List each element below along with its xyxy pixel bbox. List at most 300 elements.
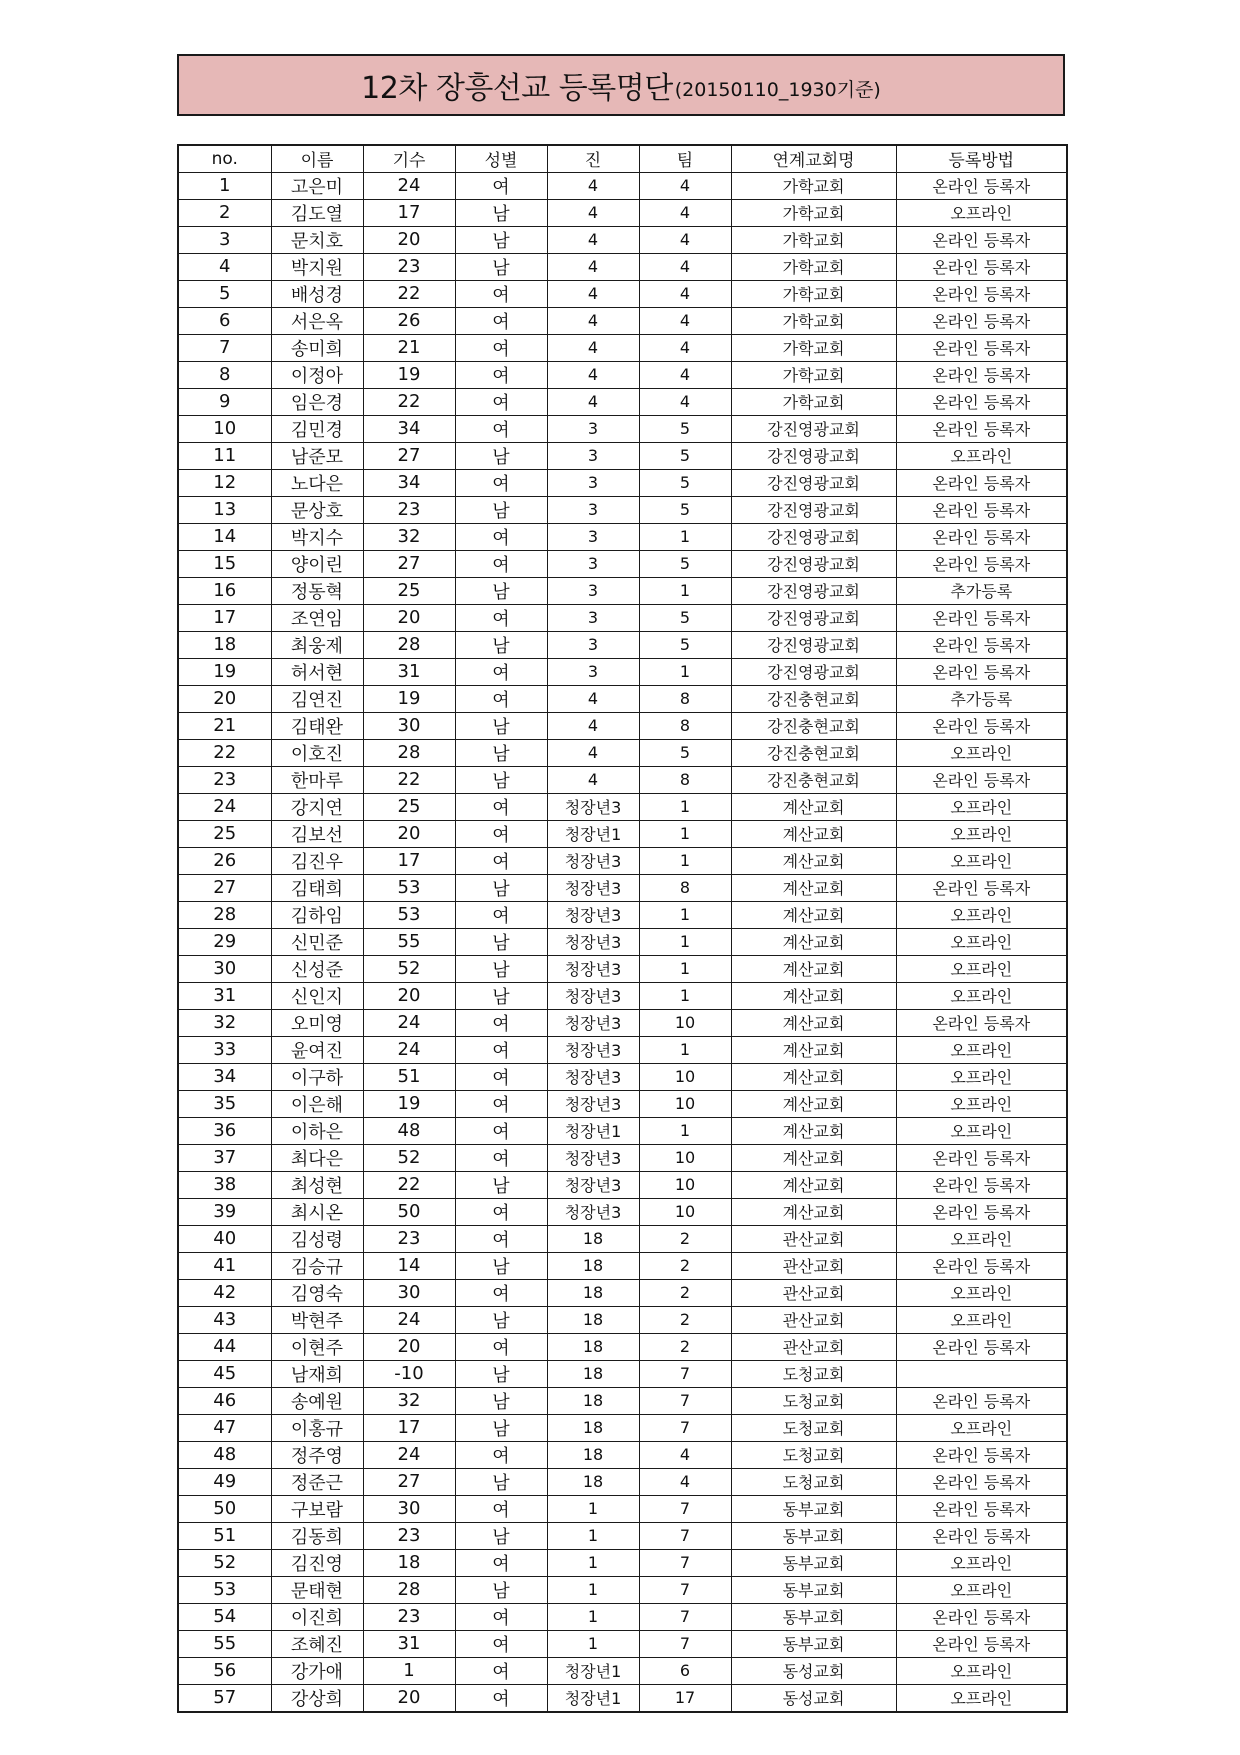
cell-method: 추가등록	[896, 577, 1067, 604]
cell-method: 오프라인	[896, 847, 1067, 874]
table-body	[178, 172, 1067, 1712]
cell-jin: 4	[547, 253, 639, 280]
cell-church: 계산교회	[731, 955, 896, 982]
cell-church: 계산교회	[731, 1198, 896, 1225]
cell-jin: 4	[547, 172, 639, 199]
cell-church: 동부교회	[731, 1549, 896, 1576]
cell-no: 20	[178, 685, 271, 712]
cell-jin: 3	[547, 523, 639, 550]
table-row	[178, 874, 1067, 901]
cell-name: 김민경	[271, 415, 363, 442]
cell-no: 35	[178, 1090, 271, 1117]
cell-sex: 남	[455, 1414, 547, 1441]
cell-jin: 1	[547, 1576, 639, 1603]
cell-method: 오프라인	[896, 982, 1067, 1009]
cell-name: 서은옥	[271, 307, 363, 334]
column-header-no: no.	[178, 145, 271, 172]
cell-sex: 여	[455, 1198, 547, 1225]
cell-church: 동부교회	[731, 1495, 896, 1522]
cell-sex: 여	[455, 1495, 547, 1522]
cell-no: 40	[178, 1225, 271, 1252]
cell-no: 10	[178, 415, 271, 442]
cell-name: 문태현	[271, 1576, 363, 1603]
cell-gisu: 31	[363, 1630, 455, 1657]
cell-method: 온라인 등록자	[896, 1252, 1067, 1279]
cell-method: 온라인 등록자	[896, 1630, 1067, 1657]
cell-name: 문상호	[271, 496, 363, 523]
table-row	[178, 1171, 1067, 1198]
table-row	[178, 1414, 1067, 1441]
cell-church: 가학교회	[731, 307, 896, 334]
cell-church: 계산교회	[731, 1063, 896, 1090]
cell-jin: 18	[547, 1252, 639, 1279]
cell-gisu: 20	[363, 1333, 455, 1360]
cell-name: 최시온	[271, 1198, 363, 1225]
cell-method: 오프라인	[896, 1036, 1067, 1063]
cell-name: 문치호	[271, 226, 363, 253]
cell-no: 48	[178, 1441, 271, 1468]
cell-jin: 1	[547, 1630, 639, 1657]
cell-name: 박지수	[271, 523, 363, 550]
cell-no: 42	[178, 1279, 271, 1306]
cell-jin: 청장년3	[547, 1144, 639, 1171]
cell-jin: 청장년1	[547, 1684, 639, 1712]
cell-sex: 여	[455, 658, 547, 685]
cell-sex: 남	[455, 874, 547, 901]
cell-method: 오프라인	[896, 928, 1067, 955]
cell-sex: 여	[455, 1441, 547, 1468]
cell-method: 온라인 등록자	[896, 172, 1067, 199]
cell-name: 김승규	[271, 1252, 363, 1279]
cell-no: 13	[178, 496, 271, 523]
table-row	[178, 442, 1067, 469]
cell-sex: 남	[455, 1360, 547, 1387]
cell-no: 43	[178, 1306, 271, 1333]
cell-method: 오프라인	[896, 739, 1067, 766]
cell-gisu: 20	[363, 1684, 455, 1712]
cell-method: 온라인 등록자	[896, 1441, 1067, 1468]
cell-name: 정주영	[271, 1441, 363, 1468]
cell-name: 남준모	[271, 442, 363, 469]
cell-church: 계산교회	[731, 1144, 896, 1171]
cell-gisu: 30	[363, 1495, 455, 1522]
cell-no: 4	[178, 253, 271, 280]
table-row	[178, 604, 1067, 631]
cell-jin: 4	[547, 361, 639, 388]
cell-jin: 3	[547, 658, 639, 685]
cell-team: 2	[639, 1333, 731, 1360]
cell-church: 계산교회	[731, 793, 896, 820]
cell-gisu: 52	[363, 955, 455, 982]
cell-jin: 4	[547, 226, 639, 253]
cell-gisu: 20	[363, 604, 455, 631]
cell-team: 4	[639, 226, 731, 253]
cell-church: 동부교회	[731, 1603, 896, 1630]
cell-gisu: 24	[363, 172, 455, 199]
cell-no: 27	[178, 874, 271, 901]
cell-name: 최웅제	[271, 631, 363, 658]
cell-name: 이구하	[271, 1063, 363, 1090]
cell-method: 온라인 등록자	[896, 1603, 1067, 1630]
cell-jin: 18	[547, 1306, 639, 1333]
cell-team: 4	[639, 388, 731, 415]
table-row	[178, 1630, 1067, 1657]
cell-church: 도청교회	[731, 1468, 896, 1495]
cell-jin: 1	[547, 1522, 639, 1549]
cell-method: 온라인 등록자	[896, 1468, 1067, 1495]
table-row	[178, 1036, 1067, 1063]
cell-method: 추가등록	[896, 685, 1067, 712]
cell-sex: 남	[455, 1468, 547, 1495]
cell-sex: 여	[455, 1225, 547, 1252]
cell-sex: 여	[455, 901, 547, 928]
cell-no: 9	[178, 388, 271, 415]
cell-sex: 남	[455, 1252, 547, 1279]
cell-team: 10	[639, 1009, 731, 1036]
cell-team: 8	[639, 712, 731, 739]
cell-church: 관산교회	[731, 1279, 896, 1306]
cell-team: 5	[639, 442, 731, 469]
cell-name: 오미영	[271, 1009, 363, 1036]
cell-church: 강진영광교회	[731, 658, 896, 685]
table-row	[178, 199, 1067, 226]
table-row	[178, 847, 1067, 874]
cell-sex: 여	[455, 280, 547, 307]
cell-no: 45	[178, 1360, 271, 1387]
cell-method: 온라인 등록자	[896, 1495, 1067, 1522]
cell-gisu: 1	[363, 1657, 455, 1684]
cell-team: 8	[639, 766, 731, 793]
cell-method: 온라인 등록자	[896, 361, 1067, 388]
cell-gisu: 48	[363, 1117, 455, 1144]
cell-jin: 청장년3	[547, 847, 639, 874]
cell-method: 온라인 등록자	[896, 1522, 1067, 1549]
cell-sex: 남	[455, 631, 547, 658]
cell-team: 7	[639, 1360, 731, 1387]
cell-no: 30	[178, 955, 271, 982]
table-row	[178, 1576, 1067, 1603]
cell-church: 강진충현교회	[731, 766, 896, 793]
cell-team: 5	[639, 469, 731, 496]
cell-sex: 여	[455, 1009, 547, 1036]
cell-jin: 3	[547, 496, 639, 523]
cell-team: 1	[639, 901, 731, 928]
table-row	[178, 415, 1067, 442]
cell-gisu: -10	[363, 1360, 455, 1387]
table-row	[178, 1117, 1067, 1144]
cell-team: 5	[639, 496, 731, 523]
cell-method: 온라인 등록자	[896, 1387, 1067, 1414]
cell-church: 강진영광교회	[731, 550, 896, 577]
cell-team: 10	[639, 1063, 731, 1090]
cell-name: 구보람	[271, 1495, 363, 1522]
cell-method: 오프라인	[896, 1090, 1067, 1117]
cell-jin: 4	[547, 388, 639, 415]
cell-no: 17	[178, 604, 271, 631]
registration-table	[177, 144, 1068, 1713]
cell-name: 최다은	[271, 1144, 363, 1171]
table-row	[178, 820, 1067, 847]
cell-method: 온라인 등록자	[896, 307, 1067, 334]
cell-name: 송예원	[271, 1387, 363, 1414]
cell-name: 신민준	[271, 928, 363, 955]
table-row	[178, 1252, 1067, 1279]
cell-team: 5	[639, 739, 731, 766]
cell-no: 53	[178, 1576, 271, 1603]
cell-no: 29	[178, 928, 271, 955]
cell-church: 동성교회	[731, 1657, 896, 1684]
cell-sex: 남	[455, 496, 547, 523]
cell-method: 온라인 등록자	[896, 523, 1067, 550]
cell-team: 7	[639, 1414, 731, 1441]
cell-church: 가학교회	[731, 172, 896, 199]
column-header-church: 연계교회명	[731, 145, 896, 172]
column-header-team: 팀	[639, 145, 731, 172]
cell-sex: 남	[455, 577, 547, 604]
cell-sex: 여	[455, 1684, 547, 1712]
cell-gisu: 23	[363, 1225, 455, 1252]
cell-jin: 4	[547, 766, 639, 793]
cell-church: 계산교회	[731, 1090, 896, 1117]
cell-team: 5	[639, 631, 731, 658]
cell-jin: 18	[547, 1225, 639, 1252]
cell-team: 2	[639, 1306, 731, 1333]
cell-jin: 3	[547, 550, 639, 577]
table-row	[178, 1225, 1067, 1252]
cell-no: 14	[178, 523, 271, 550]
cell-gisu: 27	[363, 550, 455, 577]
cell-method: 오프라인	[896, 820, 1067, 847]
cell-method: 온라인 등록자	[896, 1333, 1067, 1360]
cell-method: 온라인 등록자	[896, 253, 1067, 280]
cell-team: 1	[639, 982, 731, 1009]
cell-sex: 여	[455, 172, 547, 199]
cell-church: 관산교회	[731, 1333, 896, 1360]
table-row	[178, 658, 1067, 685]
cell-team: 6	[639, 1657, 731, 1684]
cell-jin: 18	[547, 1468, 639, 1495]
cell-name: 임은경	[271, 388, 363, 415]
cell-church: 계산교회	[731, 847, 896, 874]
cell-sex: 남	[455, 1522, 547, 1549]
cell-method: 오프라인	[896, 1117, 1067, 1144]
cell-team: 4	[639, 334, 731, 361]
cell-team: 10	[639, 1171, 731, 1198]
cell-gisu: 20	[363, 820, 455, 847]
cell-jin: 청장년1	[547, 820, 639, 847]
cell-method: 오프라인	[896, 793, 1067, 820]
cell-jin: 18	[547, 1414, 639, 1441]
cell-sex: 여	[455, 820, 547, 847]
cell-gisu: 34	[363, 469, 455, 496]
cell-no: 19	[178, 658, 271, 685]
cell-sex: 여	[455, 1117, 547, 1144]
cell-no: 39	[178, 1198, 271, 1225]
cell-church: 강진충현교회	[731, 685, 896, 712]
cell-name: 고은미	[271, 172, 363, 199]
table-row	[178, 1009, 1067, 1036]
cell-no: 3	[178, 226, 271, 253]
table-row	[178, 766, 1067, 793]
cell-gisu: 23	[363, 1603, 455, 1630]
cell-no: 22	[178, 739, 271, 766]
cell-method: 오프라인	[896, 1225, 1067, 1252]
cell-gisu: 28	[363, 631, 455, 658]
cell-no: 54	[178, 1603, 271, 1630]
table-row	[178, 1360, 1067, 1387]
cell-no: 32	[178, 1009, 271, 1036]
cell-sex: 여	[455, 1630, 547, 1657]
cell-gisu: 22	[363, 766, 455, 793]
cell-name: 김태완	[271, 712, 363, 739]
table-row	[178, 631, 1067, 658]
cell-gisu: 24	[363, 1306, 455, 1333]
cell-sex: 남	[455, 253, 547, 280]
cell-jin: 4	[547, 280, 639, 307]
cell-jin: 18	[547, 1360, 639, 1387]
cell-church: 관산교회	[731, 1252, 896, 1279]
table-row	[178, 1198, 1067, 1225]
cell-method: 온라인 등록자	[896, 766, 1067, 793]
cell-no: 36	[178, 1117, 271, 1144]
cell-gisu: 17	[363, 199, 455, 226]
table-row	[178, 1387, 1067, 1414]
cell-sex: 남	[455, 1171, 547, 1198]
cell-jin: 청장년3	[547, 1090, 639, 1117]
cell-name: 이진희	[271, 1603, 363, 1630]
cell-church: 강진영광교회	[731, 469, 896, 496]
cell-jin: 4	[547, 739, 639, 766]
table-row	[178, 928, 1067, 955]
cell-team: 1	[639, 523, 731, 550]
cell-church: 계산교회	[731, 928, 896, 955]
cell-name: 김진영	[271, 1549, 363, 1576]
table-row	[178, 1495, 1067, 1522]
cell-team: 7	[639, 1387, 731, 1414]
cell-no: 49	[178, 1468, 271, 1495]
cell-gisu: 30	[363, 712, 455, 739]
cell-jin: 4	[547, 334, 639, 361]
cell-sex: 여	[455, 847, 547, 874]
cell-name: 조혜진	[271, 1630, 363, 1657]
cell-team: 10	[639, 1198, 731, 1225]
table-row	[178, 1522, 1067, 1549]
cell-church: 도청교회	[731, 1441, 896, 1468]
cell-team: 1	[639, 577, 731, 604]
cell-church: 계산교회	[731, 1036, 896, 1063]
table-row	[178, 172, 1067, 199]
cell-no: 51	[178, 1522, 271, 1549]
cell-sex: 남	[455, 1387, 547, 1414]
cell-sex: 여	[455, 523, 547, 550]
cell-church: 가학교회	[731, 253, 896, 280]
cell-sex: 남	[455, 442, 547, 469]
cell-gisu: 27	[363, 442, 455, 469]
cell-gisu: 50	[363, 1198, 455, 1225]
cell-name: 김연진	[271, 685, 363, 712]
cell-method: 오프라인	[896, 1576, 1067, 1603]
column-header-gisu: 기수	[363, 145, 455, 172]
cell-name: 노다은	[271, 469, 363, 496]
cell-church: 도청교회	[731, 1387, 896, 1414]
cell-jin: 4	[547, 199, 639, 226]
cell-jin: 청장년3	[547, 928, 639, 955]
cell-no: 46	[178, 1387, 271, 1414]
cell-gisu: 55	[363, 928, 455, 955]
cell-name: 이하은	[271, 1117, 363, 1144]
cell-name: 정동혁	[271, 577, 363, 604]
cell-method: 온라인 등록자	[896, 469, 1067, 496]
table-row	[178, 1063, 1067, 1090]
cell-gisu: 27	[363, 1468, 455, 1495]
cell-jin: 청장년3	[547, 955, 639, 982]
cell-sex: 남	[455, 226, 547, 253]
cell-church: 도청교회	[731, 1360, 896, 1387]
cell-jin: 청장년3	[547, 1063, 639, 1090]
cell-team: 10	[639, 1090, 731, 1117]
cell-church: 계산교회	[731, 1009, 896, 1036]
cell-name: 윤여진	[271, 1036, 363, 1063]
cell-jin: 청장년3	[547, 1198, 639, 1225]
cell-team: 4	[639, 1441, 731, 1468]
cell-no: 25	[178, 820, 271, 847]
cell-gisu: 20	[363, 226, 455, 253]
cell-jin: 청장년1	[547, 1117, 639, 1144]
cell-team: 2	[639, 1225, 731, 1252]
cell-church: 관산교회	[731, 1225, 896, 1252]
cell-church: 강진영광교회	[731, 577, 896, 604]
cell-sex: 여	[455, 469, 547, 496]
cell-name: 김동희	[271, 1522, 363, 1549]
cell-no: 37	[178, 1144, 271, 1171]
cell-jin: 18	[547, 1387, 639, 1414]
cell-church: 계산교회	[731, 874, 896, 901]
table-row	[178, 1306, 1067, 1333]
cell-church: 가학교회	[731, 226, 896, 253]
document-title: 12차 장흥선교 등록명단	[361, 71, 673, 106]
cell-team: 1	[639, 1036, 731, 1063]
table-row	[178, 739, 1067, 766]
cell-name: 김도열	[271, 199, 363, 226]
cell-church: 계산교회	[731, 982, 896, 1009]
cell-church: 강진영광교회	[731, 496, 896, 523]
cell-no: 21	[178, 712, 271, 739]
cell-church: 동부교회	[731, 1576, 896, 1603]
cell-team: 10	[639, 1144, 731, 1171]
table-row	[178, 1549, 1067, 1576]
cell-name: 강지연	[271, 793, 363, 820]
cell-team: 1	[639, 1117, 731, 1144]
cell-name: 강상희	[271, 1684, 363, 1712]
cell-sex: 여	[455, 361, 547, 388]
table-row	[178, 712, 1067, 739]
cell-gisu: 24	[363, 1009, 455, 1036]
cell-name: 남재희	[271, 1360, 363, 1387]
cell-team: 7	[639, 1495, 731, 1522]
cell-method: 오프라인	[896, 901, 1067, 928]
cell-name: 이정아	[271, 361, 363, 388]
cell-method: 온라인 등록자	[896, 226, 1067, 253]
table-row	[178, 901, 1067, 928]
table-row	[178, 1279, 1067, 1306]
cell-name: 이홍규	[271, 1414, 363, 1441]
cell-team: 5	[639, 604, 731, 631]
cell-name: 송미희	[271, 334, 363, 361]
cell-method: 오프라인	[896, 1684, 1067, 1712]
cell-team: 5	[639, 550, 731, 577]
cell-sex: 남	[455, 766, 547, 793]
cell-church: 강진충현교회	[731, 712, 896, 739]
